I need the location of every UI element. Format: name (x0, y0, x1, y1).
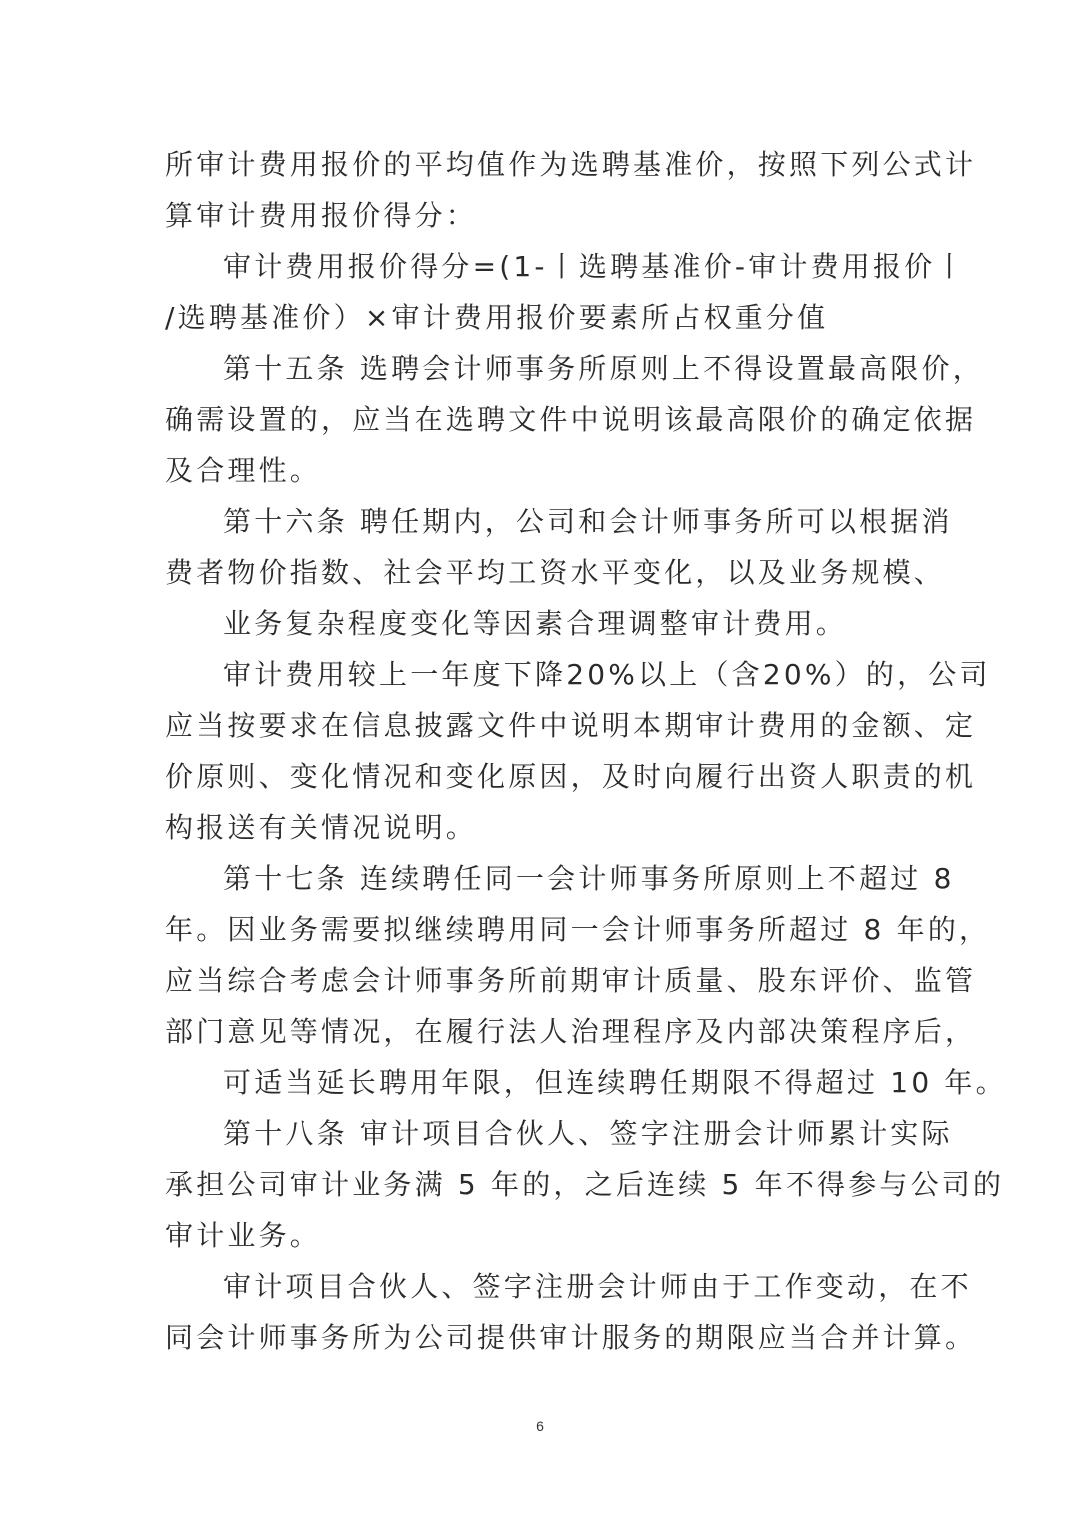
text-line: 应当按要求在信息披露文件中说明本期审计费用的金额、定 (165, 709, 977, 742)
text-line: 费者物价指数、社会平均工资水平变化，以及业务规模、 (165, 556, 946, 589)
text-line: 可适当延长聘用年限，但连续聘任期限不得超过 10 年。 (223, 1066, 1007, 1099)
text-line: 构报送有关情况说明。 (165, 811, 478, 844)
formula-line: /选聘基准价）×审计费用报价要素所占权重分值 (165, 301, 829, 334)
text-line: 及合理性。 (165, 454, 322, 487)
text-line: 业务复杂程度变化等因素合理调整审计费用。 (223, 607, 848, 640)
article-17-start: 第十七条 连续聘任同一会计师事务所原则上不超过 8 (223, 862, 955, 895)
text-line: 部门意见等情况，在履行法人治理程序及内部决策程序后， (165, 1015, 977, 1048)
page-number: 6 (536, 1418, 544, 1434)
article-16-start: 第十六条 聘任期内，公司和会计师事务所可以根据消 (223, 505, 953, 538)
article-15-start: 第十五条 选聘会计师事务所原则上不得设置最高限价， (223, 352, 984, 385)
text-line: 算审计费用报价得分： (165, 199, 478, 232)
formula-line: 审计费用报价得分=(1-丨选聘基准价-审计费用报价丨 (223, 250, 967, 283)
text-line: 承担公司审计业务满 5 年的，之后连续 5 年不得参与公司的 (165, 1168, 1005, 1201)
text-line: 确需设置的，应当在选聘文件中说明该最高限价的确定依据 (165, 403, 977, 436)
text-line: 同会计师事务所为公司提供审计服务的期限应当合并计算。 (165, 1321, 977, 1354)
text-line: 价原则、变化情况和变化原因，及时向履行出资人职责的机 (165, 760, 977, 793)
body-text (165, 139, 1007, 1363)
text-line: 审计业务。 (165, 1219, 322, 1252)
text-line: 应当综合考虑会计师事务所前期审计质量、股东评价、监管 (165, 964, 977, 997)
paragraph-start: 审计费用较上一年度下降20%以上（含20%）的，公司 (223, 658, 991, 691)
paragraph-start: 审计项目合伙人、签字注册会计师由于工作变动，在不 (223, 1270, 972, 1303)
article-18-start: 第十八条 审计项目合伙人、签字注册会计师累计实际 (223, 1117, 953, 1150)
text-line: 年。因业务需要拟继续聘用同一会计师事务所超过 8 年的， (165, 913, 991, 946)
text-line: 所审计费用报价的平均值作为选聘基准价，按照下列公式计 (165, 148, 977, 181)
